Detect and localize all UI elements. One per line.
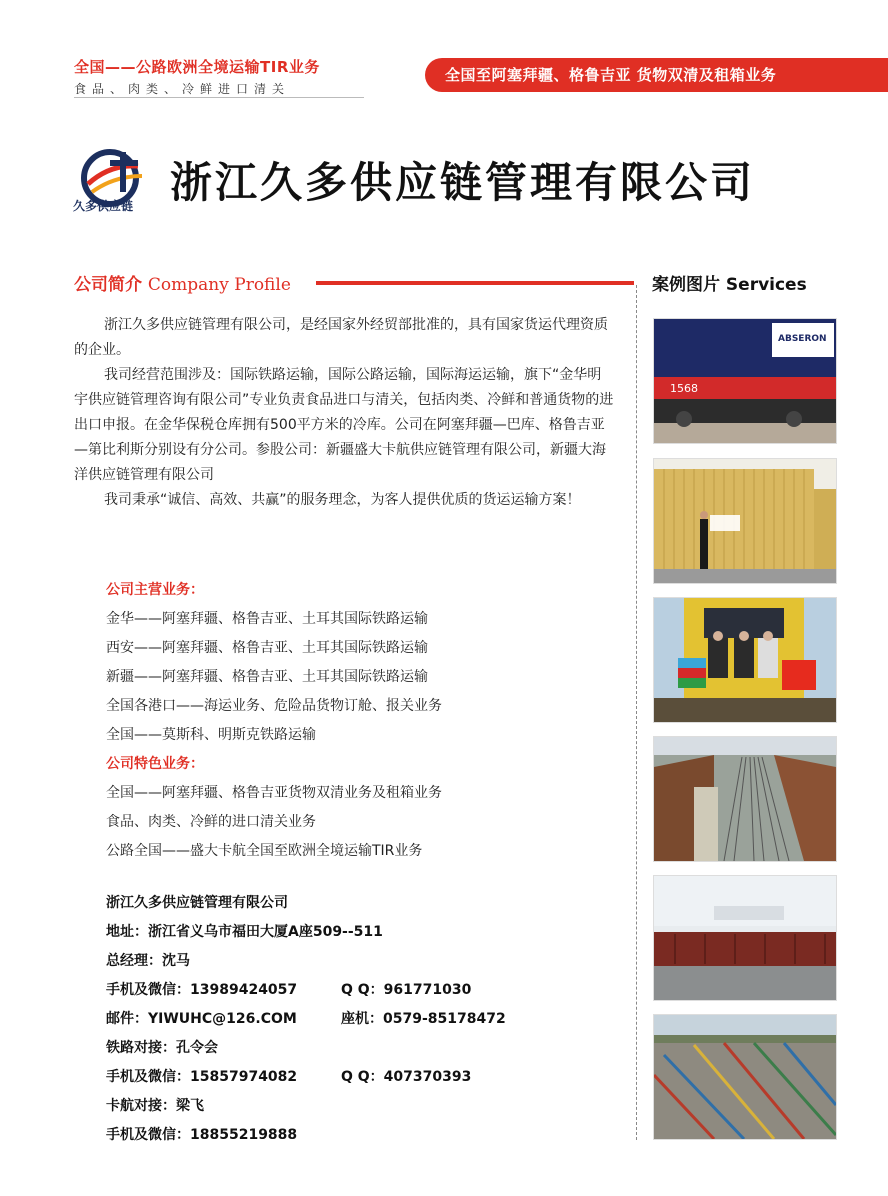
top-left-divider [74, 97, 364, 98]
service-photo-ceremony [653, 597, 837, 723]
service-photo-rail-aerial [653, 1014, 837, 1140]
service-photo-containers [653, 458, 837, 584]
contact-row [106, 1063, 472, 1092]
list-item: 全国——阿塞拜疆、格鲁吉亚货物双清业务及租箱业务 [106, 785, 442, 801]
contact-address: 地址：浙江省义乌市福田大厦A座509--511 [106, 924, 383, 940]
profile-heading [74, 270, 291, 295]
contact-row [106, 976, 472, 1005]
photo-sign-text: ABSERON [778, 334, 827, 344]
services-heading: 案例图片 Services [652, 275, 807, 295]
profile-body [74, 313, 614, 513]
profile-underline [316, 281, 634, 285]
profile-heading-cn: 公司简介 [74, 275, 142, 295]
photo-number-text: 1568 [670, 382, 698, 395]
contact-qq2: Q Q：407370393 [341, 1069, 472, 1085]
contact-phone3: 手机及微信：18855219888 [106, 1127, 298, 1143]
profile-paragraph: 我司经营范围涉及：国际铁路运输，国际公路运输，国际海运运输，旗下“金华明宇供应链管理咨询有限公司”专业负责食品进口与清关，包括肉类、冷鲜和普通货物的进出口申报。在金华保税仓库拥有500平方米的冷库。公司在阿塞拜疆—巴库、格鲁吉亚—第比利斯分别设有分公司。参股公司：新疆盛大卡航供应链管理有限公司，新疆大海洋供应链管理有限公司 [74, 367, 614, 483]
contact-manager: 总经理：沈马 [106, 953, 190, 969]
contact-landline: 座机：0579-85178472 [341, 1011, 506, 1027]
column-divider [636, 285, 637, 1140]
logo-text: 久多供应链 [73, 199, 134, 213]
list-item: 金华——阿塞拜疆、格鲁吉亚、土耳其国际铁路运输 [106, 611, 428, 627]
profile-paragraph: 我司秉承“诚信、高效、共赢”的服务理念，为客人提供优质的货运运输方案！ [104, 492, 581, 508]
contact-company: 浙江久多供应链管理有限公司 [106, 895, 288, 911]
service-photo-rail-yard [653, 736, 837, 862]
contact-email: 邮件：YIWUHC@126.COM [106, 1011, 297, 1027]
list-item: 西安——阿塞拜疆、格鲁吉亚、土耳其国际铁路运输 [106, 640, 428, 656]
contact-qq1: Q Q：961771030 [341, 982, 472, 998]
top-left-subtitle: 食品、肉类、冷鲜进口清关 [74, 82, 291, 96]
profile-heading-en: Company Profile [147, 275, 291, 295]
list-item: 新疆——阿塞拜疆、格鲁吉亚、土耳其国际铁路运输 [106, 669, 428, 685]
contact-phone2: 手机及微信：15857974082 [106, 1069, 298, 1085]
contact-block [106, 889, 506, 1150]
contact-phone1: 手机及微信：13989424057 [106, 982, 298, 998]
list-item: 食品、肉类、冷鲜的进口清关业务 [106, 814, 316, 830]
list-item: 公路全国——盛大卡航全国至欧洲全境运输TIR业务 [106, 843, 423, 859]
list-item: 全国各港口——海运业务、危险品货物订舱、报关业务 [106, 698, 442, 714]
contact-row [106, 1005, 506, 1034]
special-business-title: 公司特色业务： [106, 756, 204, 772]
profile-paragraph: 浙江久多供应链管理有限公司，是经国家外经贸部批准的，具有国家货运代理资质的企业。 [74, 317, 608, 358]
contact-rail: 铁路对接：孔令会 [106, 1040, 218, 1056]
main-business-title: 公司主营业务： [106, 582, 204, 598]
service-photo-station [653, 875, 837, 1001]
contact-truck: 卡航对接：梁飞 [106, 1098, 204, 1114]
business-list [106, 576, 626, 866]
top-left-title: 全国——公路欧洲全境运输TIR业务 [74, 58, 320, 76]
service-photo-locomotive [653, 318, 837, 444]
company-title: 浙江久多供应链管理有限公司 [170, 158, 756, 207]
top-banner: 全国至阿塞拜疆、格鲁吉亚 货物双清及租箱业务 [425, 58, 888, 92]
list-item: 全国——莫斯科、明斯克铁路运输 [106, 727, 316, 743]
